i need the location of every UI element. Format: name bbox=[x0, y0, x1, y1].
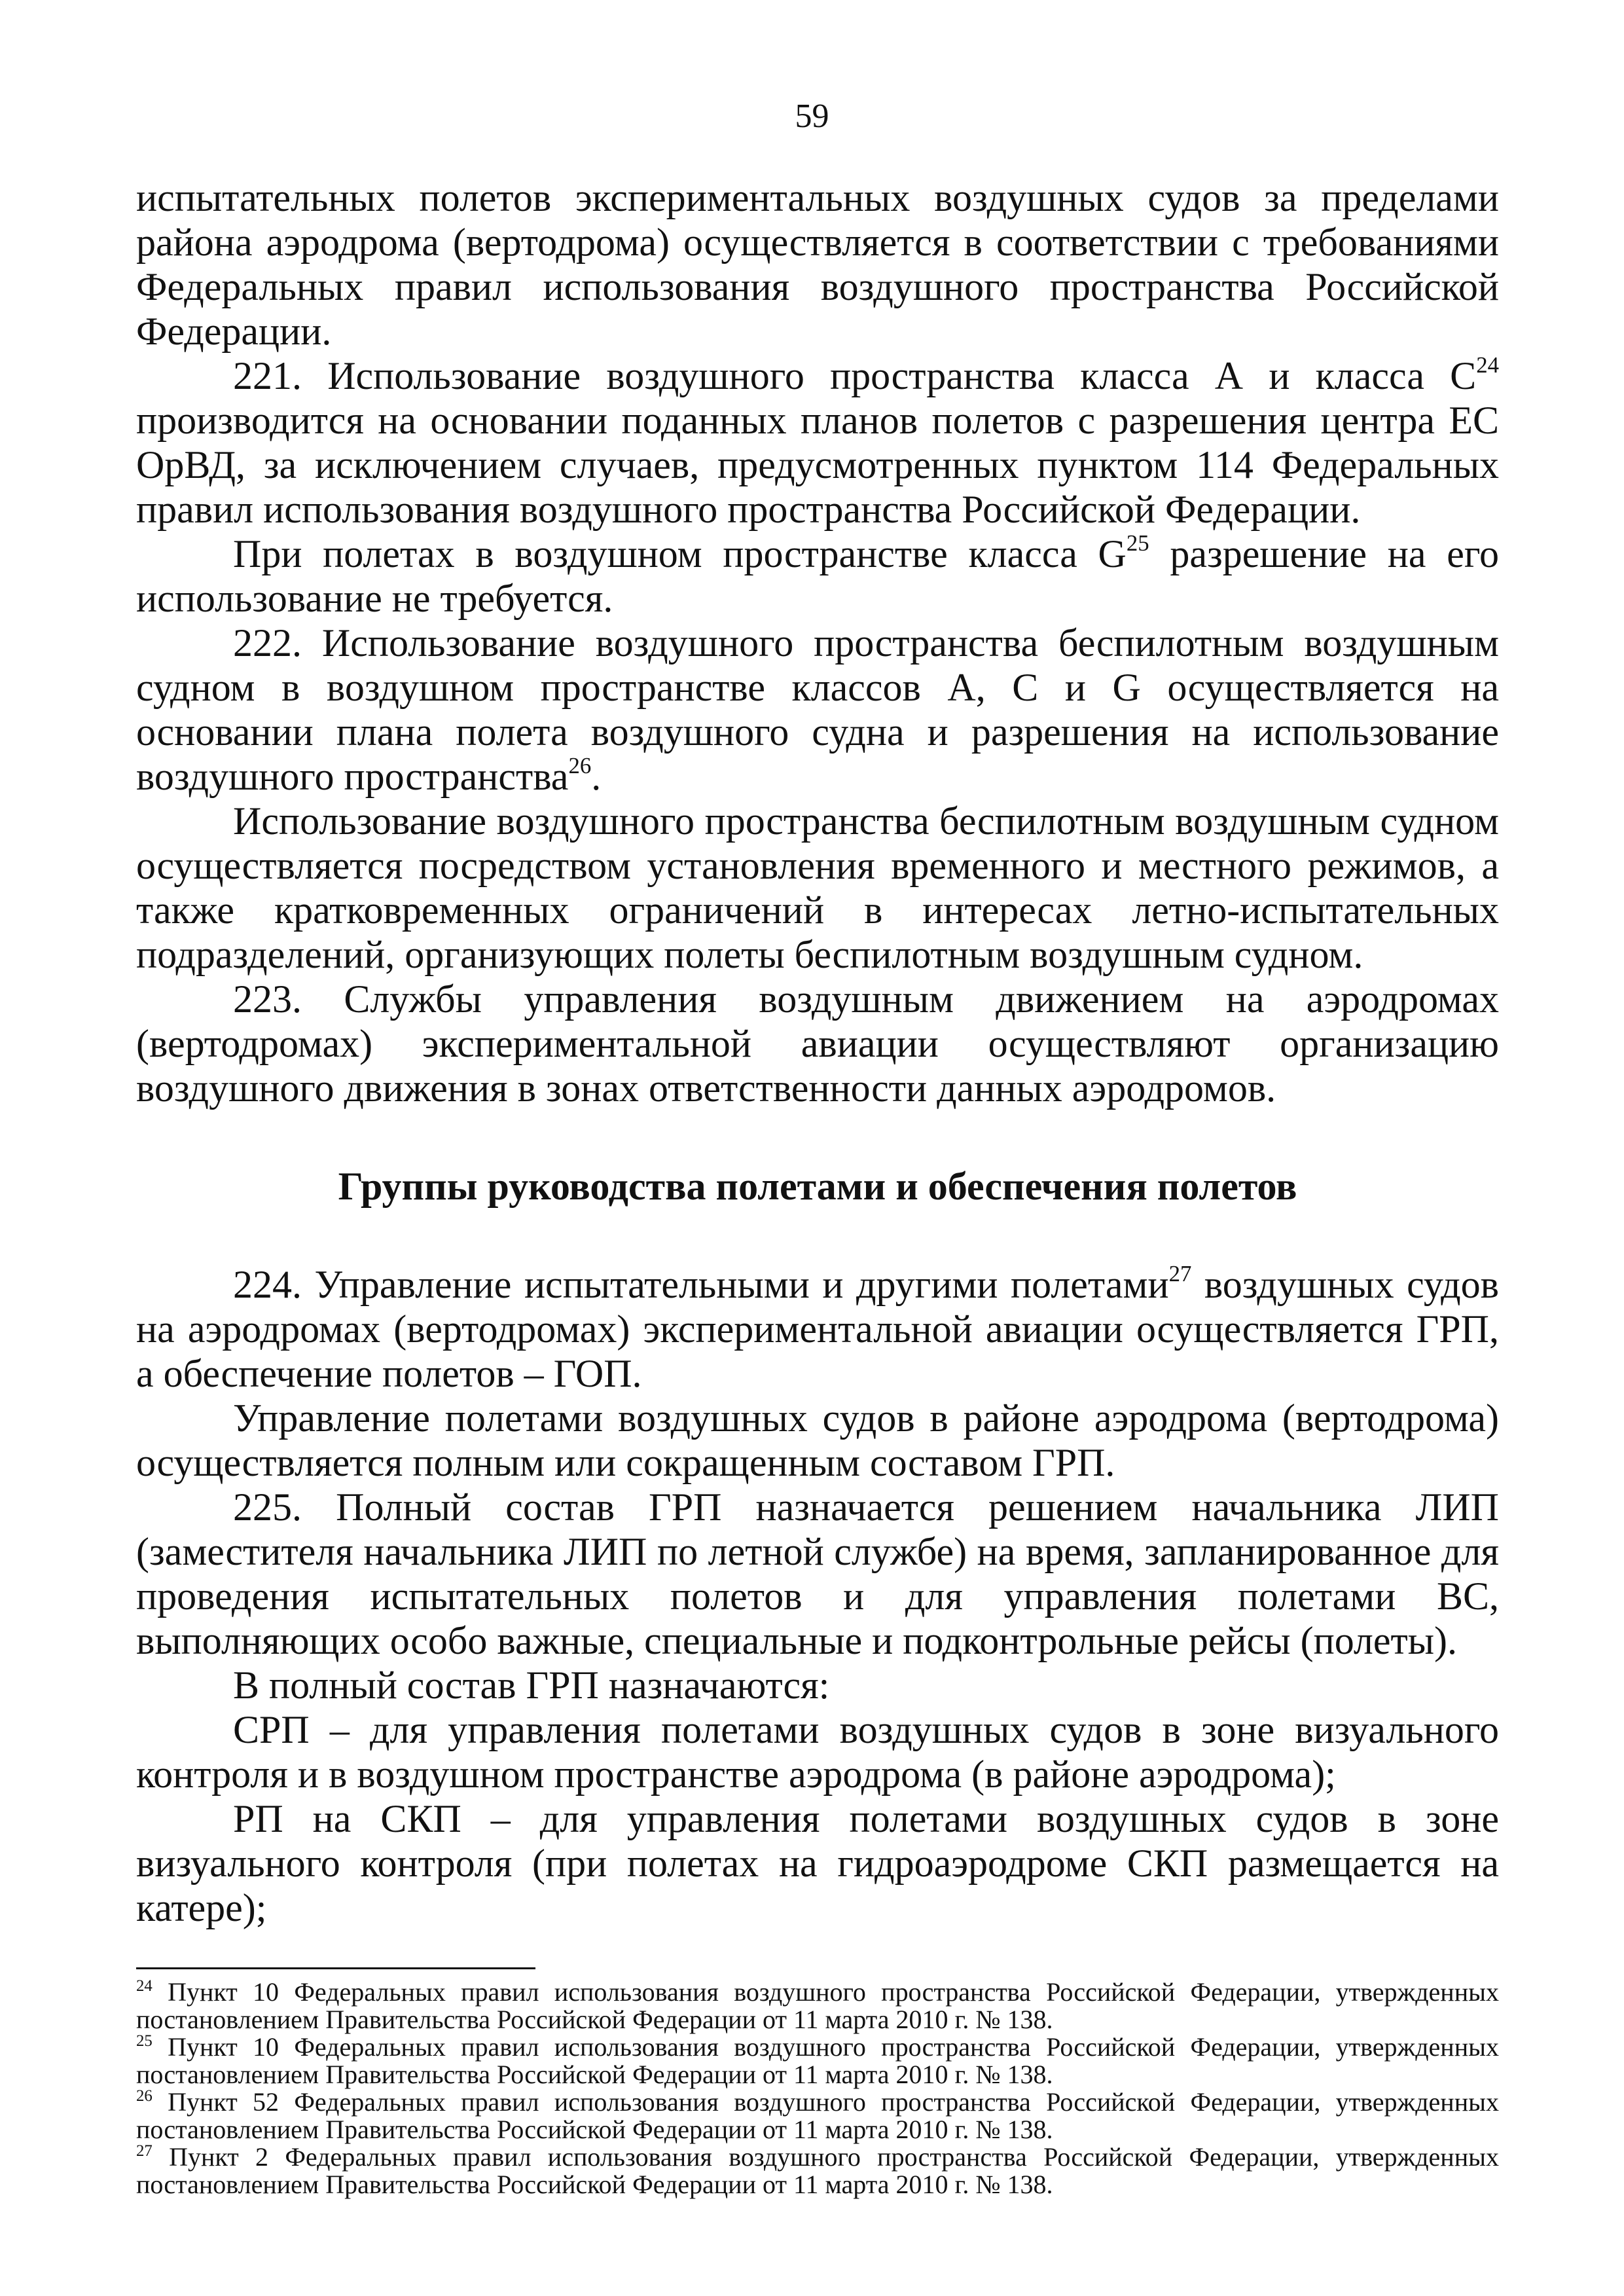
paragraph-text: 222. Использование воздушного пространства беспилотным воздушным судном в воздушном пространстве классов А, С и G осуществляется на основании плана полета воздушного судна и разрешения на использование воздушного пространства bbox=[136, 621, 1499, 798]
paragraph-text: . bbox=[591, 755, 602, 798]
footnote-number: 27 bbox=[136, 2142, 153, 2160]
paragraph-flight-control: Управление полетами воздушных судов в районе аэродрома (вертодрома) осуществляется полным или сокращенным составом ГРП. bbox=[136, 1396, 1499, 1484]
footnote-24 bbox=[136, 1978, 1499, 2033]
paragraph-text: При полетах в воздушном пространстве класса G bbox=[233, 532, 1127, 575]
footnote-number: 24 bbox=[136, 1977, 153, 1995]
paragraph-225: 225. Полный состав ГРП назначается решением начальника ЛИП (заместителя начальника ЛИП по летной службе) на время, запланированное для проведения испытательных полетов и для управления полетами ВС, выполняющих особо важные, специальные и подконтрольные рейсы (полеты). bbox=[136, 1485, 1499, 1662]
paragraph-222 bbox=[136, 621, 1499, 799]
paragraph-text: 221. Использование воздушного пространства класса А и класса С bbox=[233, 354, 1477, 397]
footnote-text: Пункт 2 Федеральных правил использования воздушного пространства Российской Федерации, утвержденных постановлением Правительства Российской Федерации от 11 марта 2010 г. № 138. bbox=[136, 2142, 1499, 2199]
paragraph-grp-composition: В полный состав ГРП назначаются: bbox=[233, 1664, 830, 1707]
footnote-27 bbox=[136, 2143, 1499, 2198]
footnote-26 bbox=[136, 2088, 1499, 2143]
paragraph-uav-regime: Использование воздушного пространства беспилотным воздушным судном осуществляется посредством установления временного и местного режимов, а также кратковременных ограничений в интересах летно-испытательных подразделений, организующих полеты беспилотным воздушным судном. bbox=[136, 799, 1499, 976]
section-heading: Группы руководства полетами и обеспечения полетов bbox=[338, 1165, 1297, 1208]
page-number: 59 bbox=[795, 98, 829, 135]
paragraph-text: разрешение на его использование не требуется. bbox=[136, 532, 1500, 620]
footnote-text: Пункт 52 Федеральных правил использования воздушного пространства Российской Федерации, утвержденных постановлением Правительства Российской Федерации от 11 марта 2010 г. № 138. bbox=[136, 2087, 1499, 2144]
paragraph-text: 224. Управление испытательными и другими полетами bbox=[233, 1263, 1169, 1306]
footnote-ref-25: 25 bbox=[1126, 530, 1149, 556]
paragraph-text: производится на основании поданных планов полетов с разрешения центра ЕС ОрВД, за исключением случаев, предусмотренных пунктом 114 Федеральных правил использования воздушного пространства Российской Федерации. bbox=[136, 399, 1499, 531]
paragraph-srp: СРП – для управления полетами воздушных судов в зоне визуального контроля и в воздушном пространстве аэродрома (в районе аэродрома); bbox=[136, 1708, 1499, 1796]
footnote-ref-27: 27 bbox=[1168, 1260, 1192, 1286]
paragraph-class-g bbox=[136, 532, 1499, 621]
footnote-text: Пункт 10 Федеральных правил использования воздушного пространства Российской Федерации, утвержденных постановлением Правительства Российской Федерации от 11 марта 2010 г. № 138. bbox=[136, 2032, 1499, 2089]
footnote-separator bbox=[136, 1967, 535, 1969]
footnote-text: Пункт 10 Федеральных правил использования воздушного пространства Российской Федерации, утвержденных постановлением Правительства Российской Федерации от 11 марта 2010 г. № 138. bbox=[136, 1977, 1499, 2034]
paragraph-221 bbox=[136, 354, 1499, 532]
footnote-25 bbox=[136, 2033, 1499, 2088]
document-body bbox=[136, 175, 1499, 1930]
paragraph-rp-skp: РП на СКП – для управления полетами воздушных судов в зоне визуального контроля (при полетах на гидроаэродроме СКП размещается на катере); bbox=[136, 1797, 1499, 1929]
paragraph-223: 223. Службы управления воздушным движением на аэродромах (вертодромах) экспериментальной авиации осуществляют организацию воздушного движения в зонах ответственности данных аэродромов. bbox=[136, 977, 1499, 1110]
footnote-number: 26 bbox=[136, 2087, 153, 2105]
paragraph-continuation: испытательных полетов экспериментальных воздушных судов за пределами района аэродрома (вертодрома) осуществляется в соответствии с требованиями Федеральных правил использования воздушного пространства Российской Федерации. bbox=[136, 176, 1499, 353]
paragraph-224 bbox=[136, 1262, 1499, 1396]
paragraph-text: воздушных судов на аэродромах (вертодромах) экспериментальной авиации осуществляется ГРП, а обеспечение полетов – ГОП. bbox=[136, 1263, 1500, 1395]
footnote-ref-26: 26 bbox=[568, 752, 592, 778]
footnote-number: 25 bbox=[136, 2032, 153, 2050]
footnotes bbox=[136, 1978, 1499, 2198]
footnote-ref-24: 24 bbox=[1476, 352, 1499, 378]
